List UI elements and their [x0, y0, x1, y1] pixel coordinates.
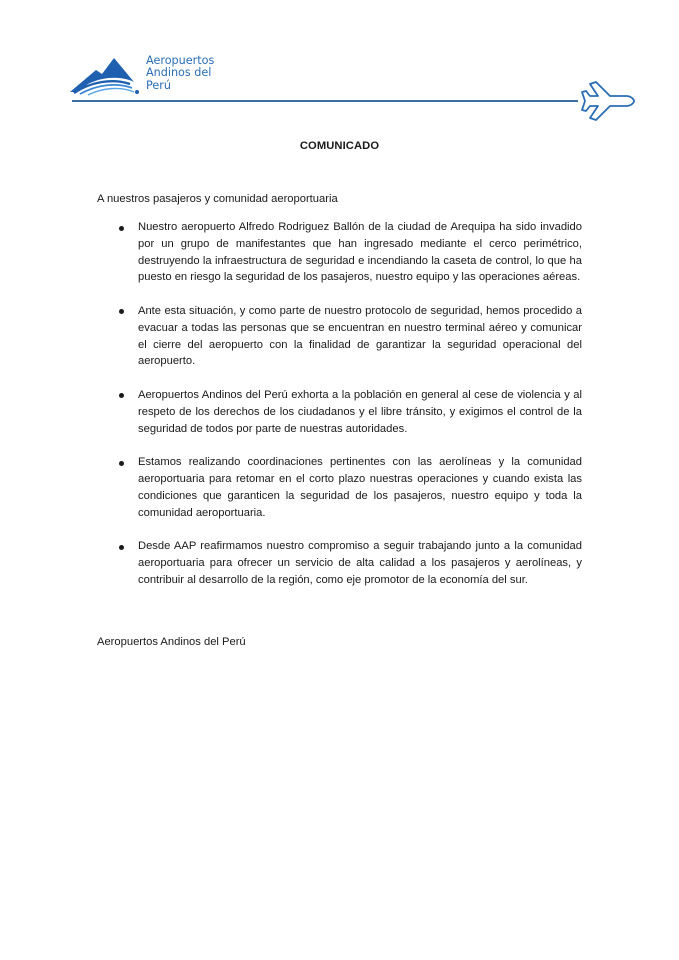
- list-item: [118, 303, 582, 370]
- brand-name: [146, 55, 214, 92]
- bullet-icon: [119, 226, 124, 231]
- greeting: A nuestros pasajeros y comunidad aeroportuaria: [97, 193, 338, 205]
- bullet-text: Ante esta situación, y como parte de nuestro protocolo de seguridad, hemos procedido a evacuar a todas las personas que se encuentran en nuestro terminal aéreo y comunicar el cierre del aeropuerto con la finalidad de garantizar la seguridad operacional del aeropuerto.: [138, 304, 582, 368]
- bullet-icon: [119, 393, 124, 398]
- bullet-icon: [119, 461, 124, 466]
- mountain-logo-icon: [68, 52, 142, 96]
- list-item: [118, 387, 582, 437]
- bullet-text: Estamos realizando coordinaciones pertinentes con las aerolíneas y la comunidad aeroportuaria para retomar en el corto plazo nuestras operaciones y cuando exista las condiciones que garanticen la seguridad de los pasajeros, nuestro equipo y toda la comunidad aeroportuaria.: [138, 456, 582, 519]
- bullet-icon: [119, 545, 124, 550]
- list-item: [118, 454, 582, 521]
- signature: Aeropuertos Andinos del Perú: [97, 636, 246, 648]
- bullet-text: Nuestro aeropuerto Alfredo Rodriguez Ballón de la ciudad de Arequipa ha sido invadido por un grupo de manifestantes que han ingresado mediante el cerco perimétrico, destruyendo la infraestructura de seguridad e incendiando la caseta de control, lo que ha puesto en riesgo la seguridad de los pasajeros, nuestro equipo y las operaciones aéreas.: [138, 221, 582, 284]
- list-item: [118, 538, 582, 588]
- bullet-list: [118, 219, 582, 605]
- document-title: COMUNICADO: [299, 140, 380, 152]
- bullet-icon: [119, 309, 124, 314]
- list-item: [118, 219, 582, 286]
- brand-line-1: Aeropuertos: [146, 54, 215, 67]
- bullet-text: Desde AAP reafirmamos nuestro compromiso a seguir trabajando junto a la comunidad aeroportuaria para ofrecer un servicio de alta calidad a los pasajeros y aerolíneas, y contribuir al desarrollo de la región, como eje promotor de la economía del sur.: [138, 540, 582, 586]
- bullet-text: Aeropuertos Andinos del Perú exhorta a la población en general al cese de violencia y al respeto de los derechos de los ciudadanos y el libre tránsito, y exigimos el control de la seguridad de todos por parte de nuestras autoridades.: [138, 388, 582, 435]
- brand-line-2: Andinos del: [146, 66, 212, 80]
- brand-line-3: Perú: [146, 78, 171, 92]
- header-divider: [72, 100, 578, 102]
- airplane-icon: [580, 76, 636, 126]
